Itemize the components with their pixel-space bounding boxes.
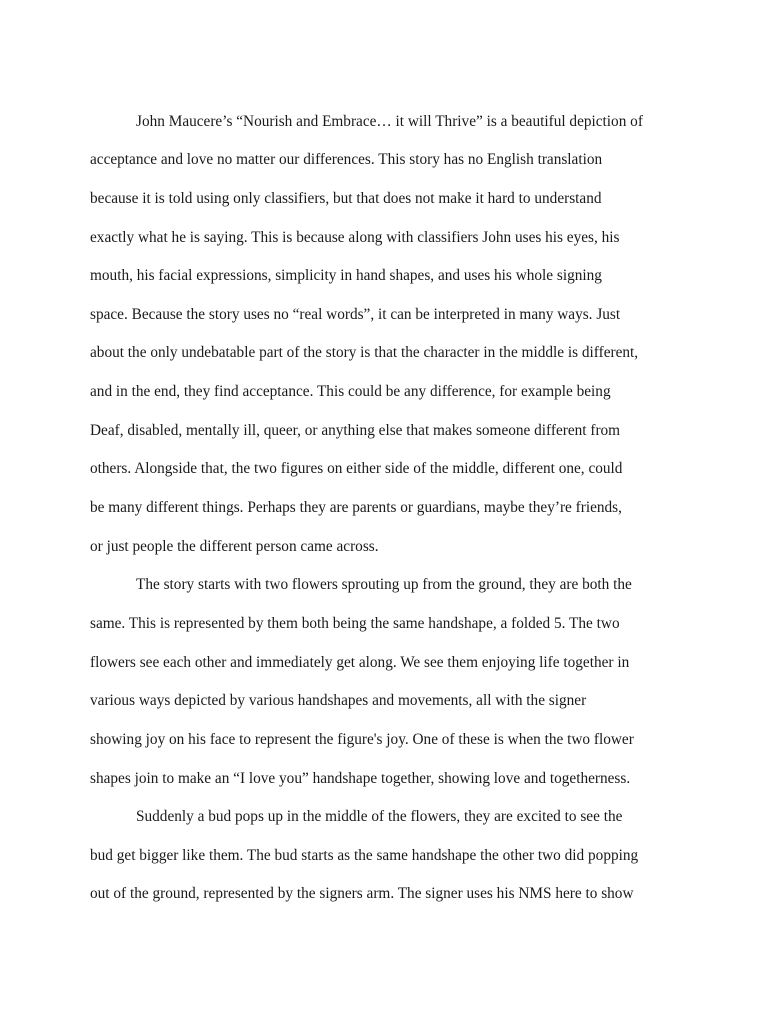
paragraph-1-line-6: space. Because the story uses no “real words”, it can be interpreted in many ways. Just xyxy=(90,306,621,323)
paragraph-1-line-3: because it is told using only classifiers, but that does not make it hard to understand xyxy=(90,190,602,207)
paragraph-1-line-7: about the only undebatable part of the story is that the character in the middle is different, xyxy=(90,344,639,361)
paragraph-2-line-4: various ways depicted by various handshapes and movements, all with the signer xyxy=(90,692,587,709)
paragraph-2-line-1: The story starts with two flowers sprouting up from the ground, they are both the xyxy=(136,576,632,593)
paragraph-2-line-5: showing joy on his face to represent the figure's joy. One of these is when the two flower xyxy=(90,731,634,748)
paragraph-1-line-9: Deaf, disabled, mentally ill, queer, or anything else that makes someone different from xyxy=(90,422,621,439)
paragraph-2-line-3: flowers see each other and immediately get along. We see them enjoying life together in xyxy=(90,654,630,671)
paragraph-2-line-6: shapes join to make an “I love you” handshape together, showing love and togetherness. xyxy=(90,770,631,787)
paragraph-2-line-2: same. This is represented by them both being the same handshape, a folded 5. The two xyxy=(90,615,620,632)
paragraph-1-line-5: mouth, his facial expressions, simplicity in hand shapes, and uses his whole signing xyxy=(90,267,602,284)
paragraph-1-line-10: others. Alongside that, the two figures on either side of the middle, different one, could xyxy=(90,460,623,477)
paragraph-3-line-3: out of the ground, represented by the signers arm. The signer uses his NMS here to show xyxy=(90,885,634,902)
paragraph-1-line-4: exactly what he is saying. This is because along with classifiers John uses his eyes, his xyxy=(90,229,620,246)
paragraph-1-line-12: or just people the different person came across. xyxy=(90,538,379,555)
paragraph-1-line-11: be many different things. Perhaps they are parents or guardians, maybe they’re friends, xyxy=(90,499,622,516)
paragraph-1-line-2: acceptance and love no matter our differences. This story has no English translation xyxy=(90,151,603,168)
paragraph-1-line-1: John Maucere’s “Nourish and Embrace… it will Thrive” is a beautiful depiction of xyxy=(136,113,643,130)
paragraph-1-line-8: and in the end, they find acceptance. This could be any difference, for example being xyxy=(90,383,611,400)
paragraph-3-line-2: bud get bigger like them. The bud starts as the same handshape the other two did popping xyxy=(90,847,639,864)
paragraph-3-line-1: Suddenly a bud pops up in the middle of the flowers, they are excited to see the xyxy=(136,808,623,825)
